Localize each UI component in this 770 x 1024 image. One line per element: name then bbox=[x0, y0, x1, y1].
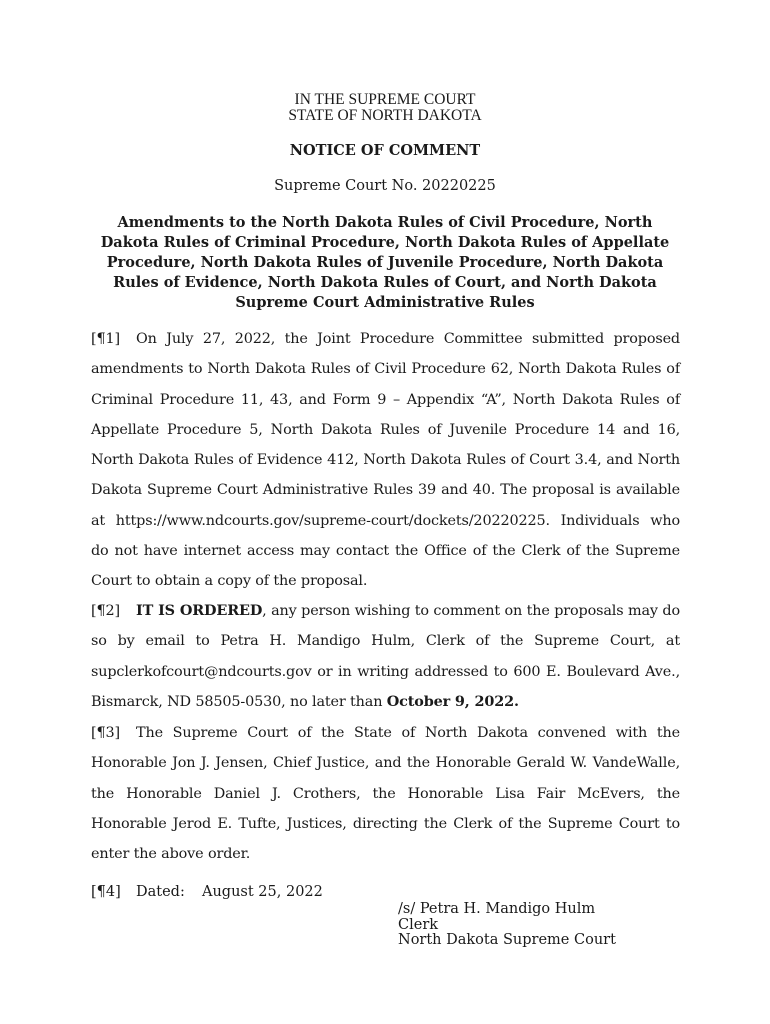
paragraph-number: [¶3] bbox=[91, 725, 120, 741]
order-lead: IT IS ORDERED bbox=[136, 602, 263, 619]
state-name: STATE OF NORTH DAKOTA bbox=[288, 107, 482, 124]
paragraph-2 bbox=[91, 596, 680, 717]
court-heading bbox=[0, 92, 770, 124]
paragraph-number: [¶4] bbox=[91, 884, 121, 900]
paragraph-text: , any person wishing to comment on the proposals may do so by email to Petra H. Mandigo Hulm, Clerk of the Supreme Court, at supclerkofcourt@ndcourts.gov or in writing addressed to 600 E. Boulevard Ave., Bismarck, ND 58505-0530, no later than bbox=[91, 603, 680, 710]
signature-block bbox=[398, 902, 616, 949]
comment-deadline: October 9, 2022. bbox=[386, 692, 519, 710]
docket-number: Supreme Court No. 20220225 bbox=[274, 178, 496, 194]
court-name: IN THE SUPREME COURT bbox=[294, 91, 476, 108]
paragraph-1 bbox=[91, 324, 680, 597]
paragraph-number: [¶1] bbox=[91, 331, 120, 347]
dated-label: Dated: bbox=[136, 884, 185, 900]
paragraph-text: The Supreme Court of the State of North Dakota convened with the Honorable Jon J. Jensen, Chief Justice, and the Honorable Gerald W. VandeWalle, the Honorable Daniel J. Crothers, the Honorable Lisa Fair McEvers, the Honorable Jerod E. Tufte, Justices, directing the Clerk of the Supreme Court to enter the above order. bbox=[91, 725, 680, 863]
paragraph-4 bbox=[91, 884, 323, 900]
paragraph-text: On July 27, 2022, the Joint Procedure Committee submitted proposed amendments to North Dakota Rules of Civil Procedure 62, North Dakota Rules of Criminal Procedure 11, 43, and Form 9 – Appendix “A”, North Dakota Rules of Appellate Procedure 5, North Dakota Rules of Juvenile Procedure 14 and 16, North Dakota Rules of Evidence 412, North Dakota Rules of Court 3.4, and North Dakota Supreme Court Administrative Rules 39 and 40. The proposal is available at https://www.ndcourts.gov/supreme-court/dockets/20220225. Individuals who do not have internet access may contact the Office of the Clerk of the Supreme Court to obtain a copy of the proposal. bbox=[91, 331, 680, 590]
signature-office: North Dakota Supreme Court bbox=[398, 932, 616, 949]
paragraph-3 bbox=[91, 718, 680, 869]
dated-value: August 25, 2022 bbox=[202, 884, 323, 900]
document-title: Amendments to the North Dakota Rules of Civil Procedure, North Dakota Rules of Criminal Procedure, North Dakota Rules of Appellate Procedure, North Dakota Rules of Juvenile Procedure, North Dakota Rules of Evidence, North Dakota Rules of Court, and North Dakota Supreme Court Administrative Rules bbox=[100, 214, 670, 311]
paragraph-number: [¶2] bbox=[91, 603, 120, 619]
signature-name: /s/ Petra H. Mandigo Hulm bbox=[398, 901, 596, 917]
notice-title: NOTICE OF COMMENT bbox=[289, 142, 481, 159]
signature-role: Clerk bbox=[398, 916, 439, 933]
